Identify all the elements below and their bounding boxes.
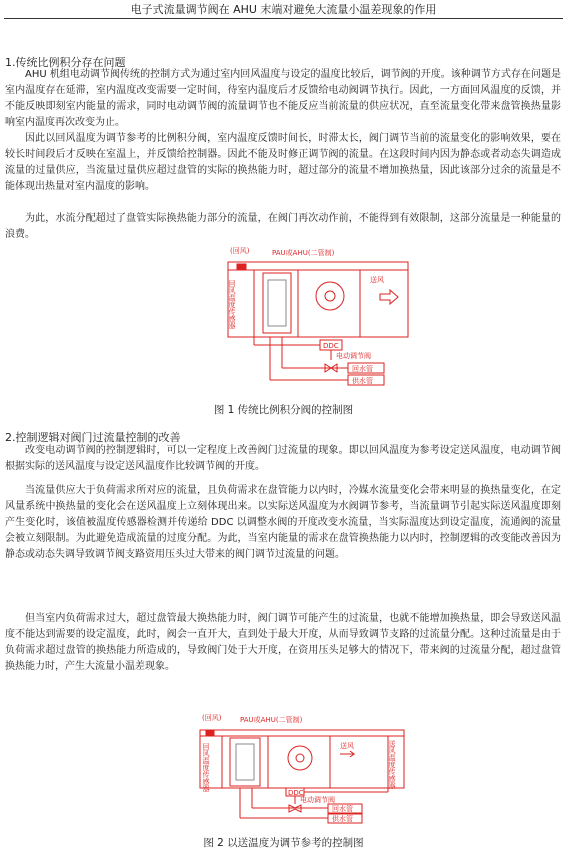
figure1-coil-inner xyxy=(268,280,286,326)
figure1-return-label: (回风) xyxy=(230,247,250,255)
section2-paragraph-2: 当流量供应大于负荷需求所对应的流量，且负荷需求在盘管能力以内时，冷媒水流量变化会带来明显的换热量变化，在定风量系统中换热量的变化会在送风温度上立刻体现出来。以实际送风温度为水阀调节参考，当流量调节引起实际送风温度即刻产生变化时，该值被温度传感器检测并传递给 DDC 以调整水阀的开度改变水流量，当实际温度达到设定温度，流通阀的流量会被立刻限制。为此避免造成流量的过度分配。为此，当室内能量的需求在盘管换热能力以内时，控制逻辑的改变能改善因为静态或动态失调导致调节阀支路资用压头过大带来的阀门调节过流量的问题。 xyxy=(5,485,561,560)
title-divider xyxy=(4,18,563,19)
figure1-arrow-icon xyxy=(380,290,398,304)
section2-paragraph-3: 但当室内负荷需求过大，超过盘管最大换热能力时，阀门调节可能产生的过流量，也就不能增加换热量，即会导致送风温度不能达到需要的设定温度，此时，阀会一直开大，直到处于最大开度，从而导致调节支路的过流量分配。这种过流量是由于负荷需求超过盘管的换热能力所造成的，导致阀门处于大开度，在资用压头足够大的情况下，带来阀的过流量分配，超过盘管换热能力时，产生大流量小温差现象。 xyxy=(5,613,561,672)
figure2-coil-inner xyxy=(236,744,254,780)
figure1-caption: 图 1 传统比例积分阀的控制图 xyxy=(213,404,354,416)
figure2-unit-label: PAU或AHU(二管制) xyxy=(240,716,303,724)
section2-paragraph-1: 改变电动调节阀的控制逻辑时，可以一定程度上改善阀门过流量的现象。即以回风温度为参考设定送风温度，电动调节阀根据实际的送风温度与设定送风温度作比较调节阀的开度。 xyxy=(5,445,561,472)
figure2-fan-hub xyxy=(296,754,304,762)
figure1-valve-label: 电动调节阀 xyxy=(336,352,371,360)
figure2-supply-water-label: 供水管 xyxy=(332,815,353,823)
figure1-fan-hub xyxy=(325,291,335,301)
figure2-caption: 图 2 以送温度为调节参考的控制图 xyxy=(203,837,364,849)
figure2-filter-box xyxy=(206,731,214,736)
section2-heading: 2.控制逻辑对阀门过流量控制的改善 xyxy=(5,431,181,444)
figure2-ddc-label: DDC xyxy=(288,789,304,797)
figure2-coil xyxy=(230,738,260,786)
figure1-return-water-label: 回水管 xyxy=(352,365,373,373)
figure1-coil xyxy=(263,273,291,333)
figure1-diagram xyxy=(0,240,567,400)
figure1-fan-icon xyxy=(316,282,344,310)
section1-paragraph-1: AHU 机组电动调节阀传统的控制方式为通过室内回风温度与设定的温度比较后，调节阀的开度。该种调节方式存在问题是室内温度存在延滞，室内温度改变需要一定时间，待室内温度后才反馈给电动阀调节执行。因此，一方面回风温度的反馈，并不能反映即刻室内能量的需求，同时电动调节阀的流量调节也不能反应当前流量的供应状况，直至流量变化带来盘管换热量影响室内温度再次改变为止。 xyxy=(5,69,561,128)
section1-heading: 1.传统比例积分存在问题 xyxy=(5,56,126,69)
figure1-filter-box xyxy=(237,264,246,270)
figure2-sensor-label: 回风温度传感器 xyxy=(202,743,210,792)
figure2-return-water-label: 回水管 xyxy=(332,805,353,813)
figure2-arrow-icon xyxy=(340,751,354,757)
figure1-sensor-label: 回风温度传感器 xyxy=(228,280,236,329)
figure2-return-label: (回风) xyxy=(202,714,222,722)
figure2-fan-icon xyxy=(288,746,312,770)
figure2-supply-air-label: 送风 xyxy=(340,742,354,750)
figure1-ddc-label: DDC xyxy=(323,342,339,350)
figure1-supply-air-label: 送风 xyxy=(370,276,384,284)
section1-paragraph-3: 为此，水流分配超过了盘管实际换热能力部分的流量，在阀门再次动作前，不能得到有效限制，这部分流量是一种能量的浪费。 xyxy=(5,213,561,240)
figure2-valve-label: 电动调节阀 xyxy=(300,796,335,804)
section1-paragraph-2: 因此以回风温度为调节参考的比例积分阀，室内温度反馈时间长，时滞太长，阀门调节当前的流量变化的影响效果，要在较长时间段后才反映在室温上，并反馈给控制器。因此不能及时修正调节阀的流量。在这段时间内因为静态或者动态失调造成流量的过量供应，当流量过量供应超过盘管的实际的换热能力时，超过部分的流量不增加换热量，因此该部分过余的流量是不能体现出热量对室内温度的影响。 xyxy=(5,133,561,192)
figure2-diagram xyxy=(0,710,567,835)
figure1-unit-label: PAU或AHU(二管制) xyxy=(272,249,335,257)
figure1-supply-water-label: 供水管 xyxy=(352,377,373,385)
document-title: 电子式流量调节阀在 AHU 末端对避免大流量小温差现象的作用 xyxy=(130,3,437,16)
figure2-ahu-casing xyxy=(200,730,404,788)
figure2-supply-sensor-label: 送风温度传感器 xyxy=(388,740,396,789)
